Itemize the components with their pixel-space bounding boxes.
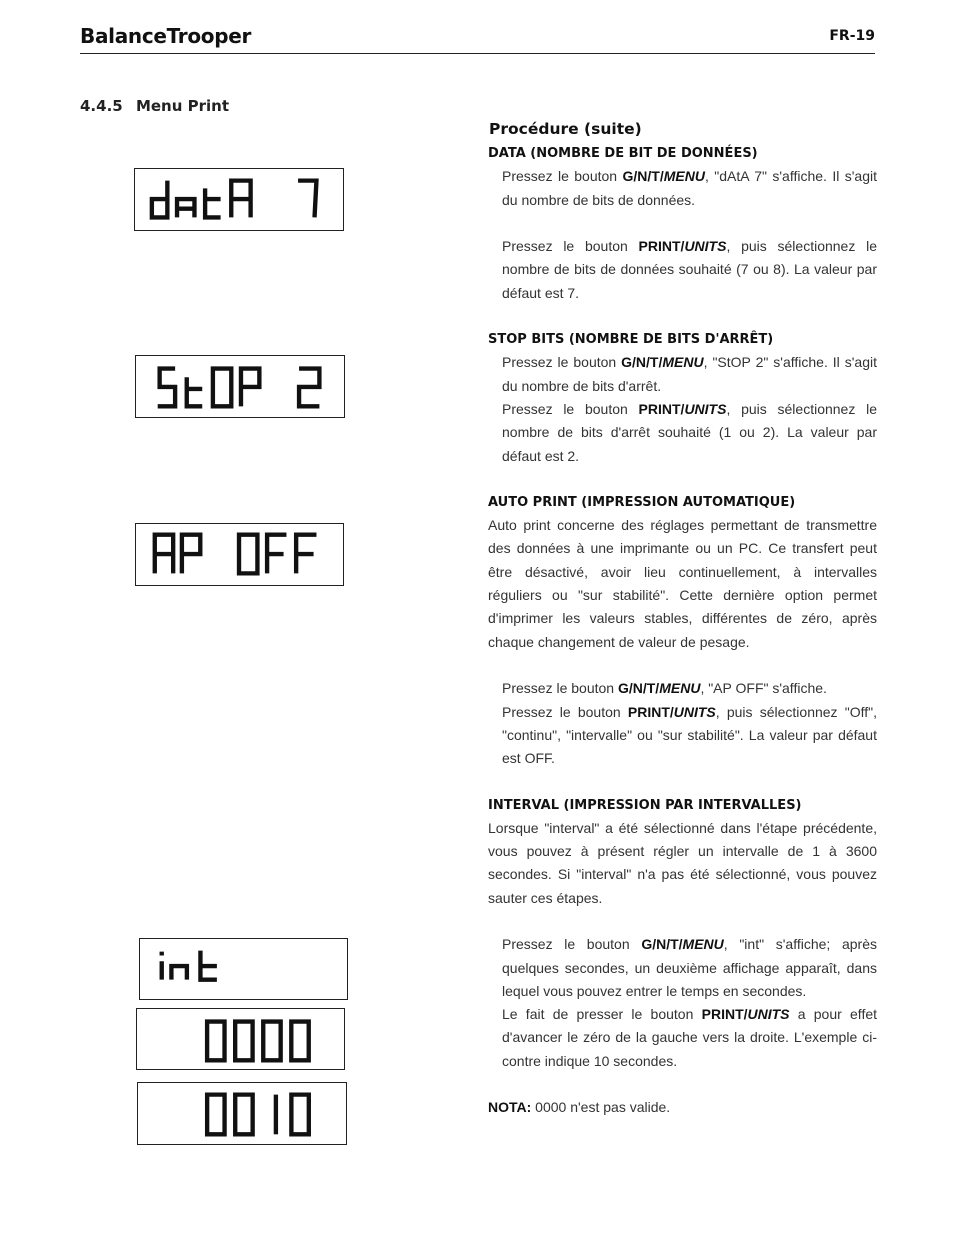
note-label: NOTA: [488,1099,532,1116]
lcd-display-int [139,938,348,1000]
lcd-display-0000 [136,1008,345,1070]
stop-bits-paragraph-1: Pressez le bouton G/N/T/MENU, "StOP 2" s'affiche. Il s'agit du nombre de bits d'arrêt. [502,354,877,394]
interval-intro: Lorsque "interval" a été sélectionné dans l'étape précédente, vous pouvez à présent régler un intervalle de 1 à 3600 secondes. Si "interval" n'a pas été sélectionné, vous pouvez sauter ces étapes. [488,819,877,906]
stop-bits-heading: STOP BITS (NOMBRE DE BITS D'ARRÊT) [488,332,774,348]
section-heading [80,97,229,115]
page-number: FR-19 [829,28,875,44]
lcd-data-7-graphic [135,169,343,230]
interval-paragraph-2: Le fait de presser le bouton PRINT/UNITS a pour effet d'avancer le zéro de la gauche vers la droite. L'exemple ci-contre indique 10 secondes. [502,1006,878,1069]
auto-print-intro: Auto print concerne des réglages permettant de transmettre des données à une imprimante ou un PC. Ce transfert peut être désactivé, avoir lieu continuellement, à intervalles réguliers ou "sur stabilité". Cette dernière option permet d'imprimer les valeurs stables, différentes de zéro, après chaque changement de valeur de pesage. [488,517,877,650]
section-title: Menu Print [135,97,230,115]
data-paragraph-2: Pressez le bouton PRINT/UNITS, puis sélectionnez le nombre de bits de données souhaité (7 ou 8). La valeur par défaut est 7. [502,238,877,301]
lcd-display-0010 [137,1082,347,1145]
lcd-display-stop-2 [135,355,345,418]
note [488,1096,877,1119]
data-paragraph-1: Pressez le bouton G/N/T/MENU, "dAtA 7" s'affiche. Il s'agit du nombre de bits de données. [502,168,877,208]
lcd-int-graphic [140,939,347,999]
auto-print-paragraph-1: Pressez le bouton G/N/T/MENU, "AP OFF" s'affiche. [502,680,827,697]
lcd-0000-graphic [137,1009,344,1069]
lcd-0010-graphic [138,1083,346,1144]
lcd-stop-2-graphic [136,356,344,417]
note-text: 0000 n'est pas valide. [531,1099,671,1116]
document-title: BalanceTrooper [80,24,252,48]
procedure-title: Procédure (suite) [489,120,642,138]
auto-print-heading: AUTO PRINT (IMPRESSION AUTOMATIQUE) [488,495,796,511]
header-divider [80,53,875,54]
procedure-column [488,118,877,1120]
data-heading: DATA (NOMBRE DE BIT DE DONNÉES) [488,146,758,162]
lcd-ap-off-graphic [136,524,343,585]
lcd-display-data-7 [134,168,344,231]
section-number: 4.4.5 [80,97,123,115]
auto-print-paragraph-2: Pressez le bouton PRINT/UNITS, puis sélectionnez "Off", "continu", "intervalle" ou "sur stabilité". La valeur par défaut est OFF. [502,703,877,767]
interval-paragraph-1: Pressez le bouton G/N/T/MENU, "int" s'affiche; après quelques secondes, un deuxième affichage apparaît, dans lequel vous pouvez entrer le temps en secondes. [502,936,877,999]
stop-bits-paragraph-2: Pressez le bouton PRINT/UNITS, puis sélectionnez le nombre de bits d'arrêt souhaité (1 ou 2). La valeur par défaut est 2. [502,400,877,464]
lcd-display-ap-off [135,523,344,586]
interval-heading: INTERVAL (IMPRESSION PAR INTERVALLES) [488,797,802,813]
